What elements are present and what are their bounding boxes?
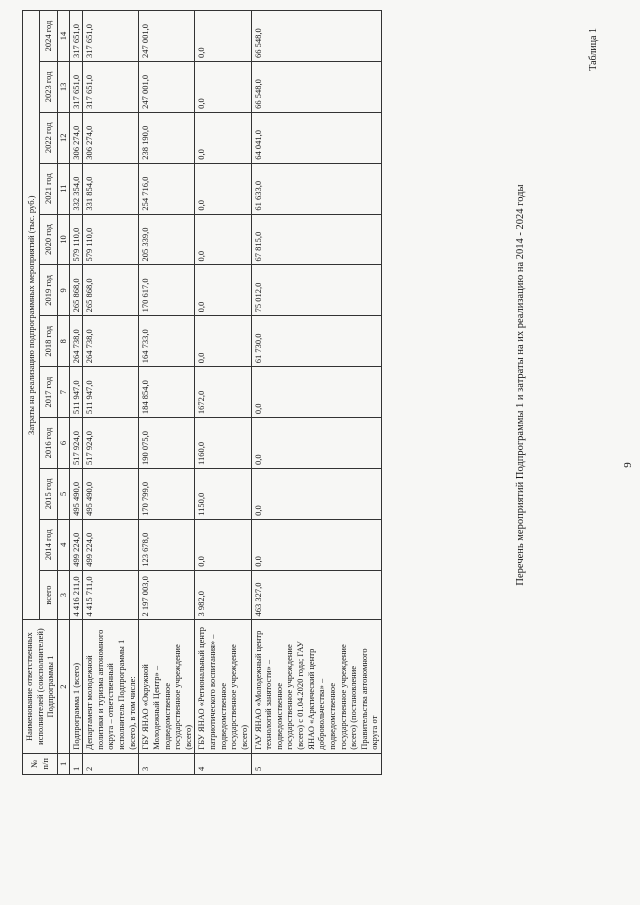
col-number: 5 xyxy=(57,468,69,519)
col-number: 7 xyxy=(57,367,69,418)
row-num: 2 xyxy=(83,753,139,774)
col-year-header: 2017 год xyxy=(40,367,57,418)
cell-value: 247 001,0 xyxy=(139,61,195,112)
col-number: 14 xyxy=(57,11,69,62)
cell-value: 495 490,0 xyxy=(69,468,83,519)
cell-value: 265 868,0 xyxy=(69,265,83,316)
cell-value: 0,0 xyxy=(195,163,251,214)
col-number: 4 xyxy=(57,519,69,570)
col-total-header: всего xyxy=(40,570,57,620)
row-name: ГБУ ЯНАО «Региональный центр патриотического воспитания» – подведомственное государственное учреждение (всего) xyxy=(195,620,251,753)
cell-total: 2 197 003,0 xyxy=(139,570,195,620)
cell-value: 265 868,0 xyxy=(83,265,139,316)
cell-value: 1160,0 xyxy=(195,418,251,469)
cell-value: 317 651,0 xyxy=(83,11,139,62)
col-year-header: 2023 год xyxy=(40,61,57,112)
col-number: 10 xyxy=(57,214,69,265)
cell-value: 0,0 xyxy=(195,519,251,570)
table-row xyxy=(69,11,83,775)
cell-value: 247 001,0 xyxy=(139,11,195,62)
row-num: 5 xyxy=(251,753,382,774)
col-number: 8 xyxy=(57,316,69,367)
col-year-header: 2015 год xyxy=(40,468,57,519)
cell-value: 0,0 xyxy=(195,316,251,367)
cell-total: 4 415 711,0 xyxy=(83,570,139,620)
col-number: 13 xyxy=(57,61,69,112)
cell-value: 511 947,0 xyxy=(83,367,139,418)
page-number: 9 xyxy=(622,462,634,468)
col-year-header: 2014 год xyxy=(40,519,57,570)
col-num-header: № п/п xyxy=(23,753,58,774)
cell-value: 306 274,0 xyxy=(69,112,83,163)
cell-value: 61 730,0 xyxy=(251,316,382,367)
cell-value: 317 651,0 xyxy=(69,11,83,62)
cell-value: 0,0 xyxy=(251,367,382,418)
col-number: 12 xyxy=(57,112,69,163)
column-number-row xyxy=(57,11,69,775)
cell-value: 0,0 xyxy=(195,11,251,62)
cell-value: 0,0 xyxy=(195,265,251,316)
row-name: ГБУ ЯНАО «Окружной Молодежный Центр» – подведомственное государственное учреждение (всего) xyxy=(139,620,195,753)
cell-value: 1150,0 xyxy=(195,468,251,519)
cell-value: 495 490,0 xyxy=(83,468,139,519)
col-year-header: 2024 год xyxy=(40,11,57,62)
col-number: 11 xyxy=(57,163,69,214)
cell-value: 0,0 xyxy=(251,519,382,570)
cell-value: 66 548,0 xyxy=(251,61,382,112)
cell-value: 331 854,0 xyxy=(83,163,139,214)
col-year-header: 2022 год xyxy=(40,112,57,163)
cell-total: 3 982,0 xyxy=(195,570,251,620)
cell-value: 123 678,0 xyxy=(139,519,195,570)
row-num: 3 xyxy=(139,753,195,774)
cell-value: 0,0 xyxy=(195,61,251,112)
cell-value: 67 815,0 xyxy=(251,214,382,265)
cell-value: 332 354,0 xyxy=(69,163,83,214)
cell-value: 517 924,0 xyxy=(83,418,139,469)
cell-value: 0,0 xyxy=(251,418,382,469)
row-num: 1 xyxy=(69,753,83,774)
cell-value: 66 548,0 xyxy=(251,11,382,62)
col-name-header: Наименование ответственных исполнителей (соисполнителей) Подпрограммы 1 xyxy=(23,620,58,753)
cell-value: 254 716,0 xyxy=(139,163,195,214)
cell-total: 463 327,0 xyxy=(251,570,382,620)
cell-value: 499 224,0 xyxy=(69,519,83,570)
cell-value: 61 633,0 xyxy=(251,163,382,214)
row-num: 4 xyxy=(195,753,251,774)
cell-value: 306 274,0 xyxy=(83,112,139,163)
rotated-content xyxy=(10,10,634,895)
table-label: Таблица 1 xyxy=(588,28,599,71)
cell-value: 170 799,0 xyxy=(139,468,195,519)
table-row xyxy=(83,11,139,775)
col-number: 2 xyxy=(57,620,69,753)
cell-value: 164 733,0 xyxy=(139,316,195,367)
cell-value: 499 224,0 xyxy=(83,519,139,570)
row-name: Подпрограмма 1 (всего) xyxy=(69,620,83,753)
col-year-header: 2018 год xyxy=(40,316,57,367)
cell-value: 0,0 xyxy=(195,214,251,265)
cell-value: 264 738,0 xyxy=(83,316,139,367)
cell-value: 1672,0 xyxy=(195,367,251,418)
cell-value: 511 947,0 xyxy=(69,367,83,418)
table-row xyxy=(139,11,195,775)
cell-value: 190 075,0 xyxy=(139,418,195,469)
cell-value: 0,0 xyxy=(195,112,251,163)
cell-value: 238 190,0 xyxy=(139,112,195,163)
row-name: Департамент молодежной политики и туризма автономного округа – ответственный исполнитель Подпрограммы 1 (всего), в том числе: xyxy=(83,620,139,753)
cell-value: 0,0 xyxy=(251,468,382,519)
col-number: 6 xyxy=(57,418,69,469)
cell-value: 75 012,0 xyxy=(251,265,382,316)
cell-value: 317 651,0 xyxy=(83,61,139,112)
cell-value: 64 041,0 xyxy=(251,112,382,163)
expenses-table xyxy=(22,10,382,775)
col-number: 3 xyxy=(57,570,69,620)
cell-value: 184 854,0 xyxy=(139,367,195,418)
col-number: 9 xyxy=(57,265,69,316)
cell-value: 517 924,0 xyxy=(69,418,83,469)
cell-value: 317 651,0 xyxy=(69,61,83,112)
cell-value: 579 110,0 xyxy=(69,214,83,265)
table-heading: Перечень мероприятий Подпрограммы 1 и затраты на их реализацию на 2014 - 2024 годы xyxy=(515,184,526,586)
cell-value: 170 617,0 xyxy=(139,265,195,316)
col-number: 1 xyxy=(57,753,69,774)
col-year-header: 2021 год xyxy=(40,163,57,214)
row-name: ГАУ ЯНАО «Молодежный центр технологий занятости» – подведомственное государственное учреждение (всего) с 01.04.2020 года; ГАУ ЯНАО «Арктический центр добровольчества» – подведомственное государственное учреждение (всего) (постановление Правительства автономного округа от xyxy=(251,620,382,753)
cell-value: 264 738,0 xyxy=(69,316,83,367)
col-year-header: 2019 год xyxy=(40,265,57,316)
table-row xyxy=(195,11,251,775)
col-year-header: 2020 год xyxy=(40,214,57,265)
costs-group-header: Затраты на реализацию подпрограммных мероприятий (тыс. руб.) xyxy=(23,11,40,620)
cell-value: 205 339,0 xyxy=(139,214,195,265)
cell-value: 579 110,0 xyxy=(83,214,139,265)
cell-total: 4 416 211,0 xyxy=(69,570,83,620)
table-row xyxy=(251,11,382,775)
col-year-header: 2016 год xyxy=(40,418,57,469)
